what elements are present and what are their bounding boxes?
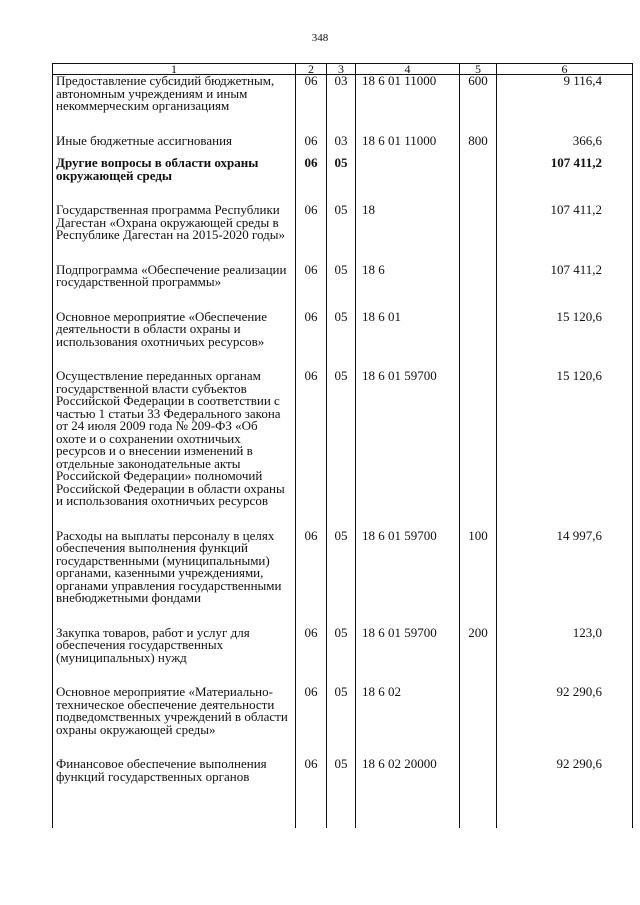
row-expense-type: [460, 686, 497, 758]
column-header-amount: 6: [497, 64, 633, 75]
row-expense-type: [460, 204, 497, 264]
row-section: 06: [296, 686, 327, 758]
row-amount: 92 290,6: [497, 686, 633, 758]
row-target-code: 18 6 01: [356, 311, 460, 371]
row-expense-type: 800: [460, 135, 497, 158]
column-header-section: 2: [296, 64, 327, 75]
table-row: [53, 157, 633, 204]
row-subsection: 05: [327, 627, 356, 687]
row-expense-type: 100: [460, 530, 497, 627]
row-name: Осуществление переданных органам государственной власти субъектов Российской Федерации в соответствии с частью 1 статьи 33 Федерального закона от 24 июля 2009 года № 209-ФЗ «Об охоте и о сохранении охотничьих ресурсов и о внесении изменений в отдельные законодательные акты Российской Федерации» полномочий Российской Федерации в области охраны и использования охотничьих ресурсов: [53, 370, 296, 530]
row-amount: 107 411,2: [497, 264, 633, 311]
row-amount: 15 120,6: [497, 370, 633, 530]
row-subsection: 03: [327, 75, 356, 135]
row-amount: 123,0: [497, 627, 633, 687]
table-row: [53, 686, 633, 758]
row-section: 06: [296, 311, 327, 371]
row-name: Расходы на выплаты персоналу в целях обеспечения выполнения функций государственными (муниципальными) органами, казенными учреждениями, органами управления государственными внебюджетными фондами: [53, 530, 296, 627]
row-subsection: 05: [327, 530, 356, 627]
row-amount: 92 290,6: [497, 758, 633, 828]
column-header-expense-type: 5: [460, 64, 497, 75]
row-name: Подпрограмма «Обеспечение реализации государственной программы»: [53, 264, 296, 311]
row-section: 06: [296, 157, 327, 204]
row-section: 06: [296, 75, 327, 135]
table-row: [53, 264, 633, 311]
row-subsection: 05: [327, 311, 356, 371]
row-expense-type: [460, 264, 497, 311]
row-expense-type: [460, 370, 497, 530]
table-row: [53, 370, 633, 530]
row-target-code: [356, 157, 460, 204]
row-expense-type: 200: [460, 627, 497, 687]
row-amount: 9 116,4: [497, 75, 633, 135]
row-amount: 107 411,2: [497, 204, 633, 264]
row-name: Финансовое обеспечение выполнения функций государственных органов: [53, 758, 296, 828]
table-row: [53, 75, 633, 135]
row-target-code: 18 6 01 11000: [356, 75, 460, 135]
row-subsection: 05: [327, 686, 356, 758]
row-amount: 14 997,6: [497, 530, 633, 627]
row-target-code: 18 6 02: [356, 686, 460, 758]
budget-table: [52, 63, 633, 828]
row-subsection: 05: [327, 370, 356, 530]
row-amount: 15 120,6: [497, 311, 633, 371]
row-name: Государственная программа Республики Дагестан «Охрана окружающей среды в Республике Дагестан на 2015-2020 годы»: [53, 204, 296, 264]
row-expense-type: [460, 157, 497, 204]
row-subsection: 05: [327, 204, 356, 264]
row-target-code: 18 6 02 20000: [356, 758, 460, 828]
table-row: [53, 530, 633, 627]
row-section: 06: [296, 135, 327, 158]
table-row: [53, 627, 633, 687]
column-header-subsection: 3: [327, 64, 356, 75]
row-section: 06: [296, 204, 327, 264]
row-name: Закупка товаров, работ и услуг для обеспечения государственных (муниципальных) нужд: [53, 627, 296, 687]
row-amount: 107 411,2: [497, 157, 633, 204]
row-subsection: 05: [327, 758, 356, 828]
row-section: 06: [296, 264, 327, 311]
table-row: [53, 204, 633, 264]
row-target-code: 18 6: [356, 264, 460, 311]
row-section: 06: [296, 530, 327, 627]
row-name: Основное мероприятие «Обеспечение деятельности в области охраны и использования охотничьих ресурсов»: [53, 311, 296, 371]
row-target-code: 18 6 01 59700: [356, 627, 460, 687]
row-name: Предоставление субсидий бюджетным, автономным учреждениям и иным некоммерческим организациям: [53, 75, 296, 135]
table-row: [53, 758, 633, 828]
row-section: 06: [296, 758, 327, 828]
column-header-name: 1: [53, 64, 296, 75]
table-row: [53, 311, 633, 371]
row-name: Основное мероприятие «Материально-техническое обеспечение деятельности подведомственных учреждений в области охраны окружающей среды»: [53, 686, 296, 758]
row-target-code: 18 6 01 59700: [356, 530, 460, 627]
row-subsection: 03: [327, 135, 356, 158]
row-expense-type: 600: [460, 75, 497, 135]
row-expense-type: [460, 311, 497, 371]
row-target-code: 18 6 01 11000: [356, 135, 460, 158]
column-header-target-code: 4: [356, 64, 460, 75]
row-expense-type: [460, 758, 497, 828]
row-section: 06: [296, 370, 327, 530]
row-target-code: 18 6 01 59700: [356, 370, 460, 530]
row-section: 06: [296, 627, 327, 687]
row-name: Другие вопросы в области охраны окружающей среды: [53, 157, 296, 204]
row-name: Иные бюджетные ассигнования: [53, 135, 296, 158]
row-target-code: 18: [356, 204, 460, 264]
row-amount: 366,6: [497, 135, 633, 158]
row-subsection: 05: [327, 264, 356, 311]
page-number: 348: [311, 32, 329, 44]
row-subsection: 05: [327, 157, 356, 204]
table-row: [53, 135, 633, 158]
